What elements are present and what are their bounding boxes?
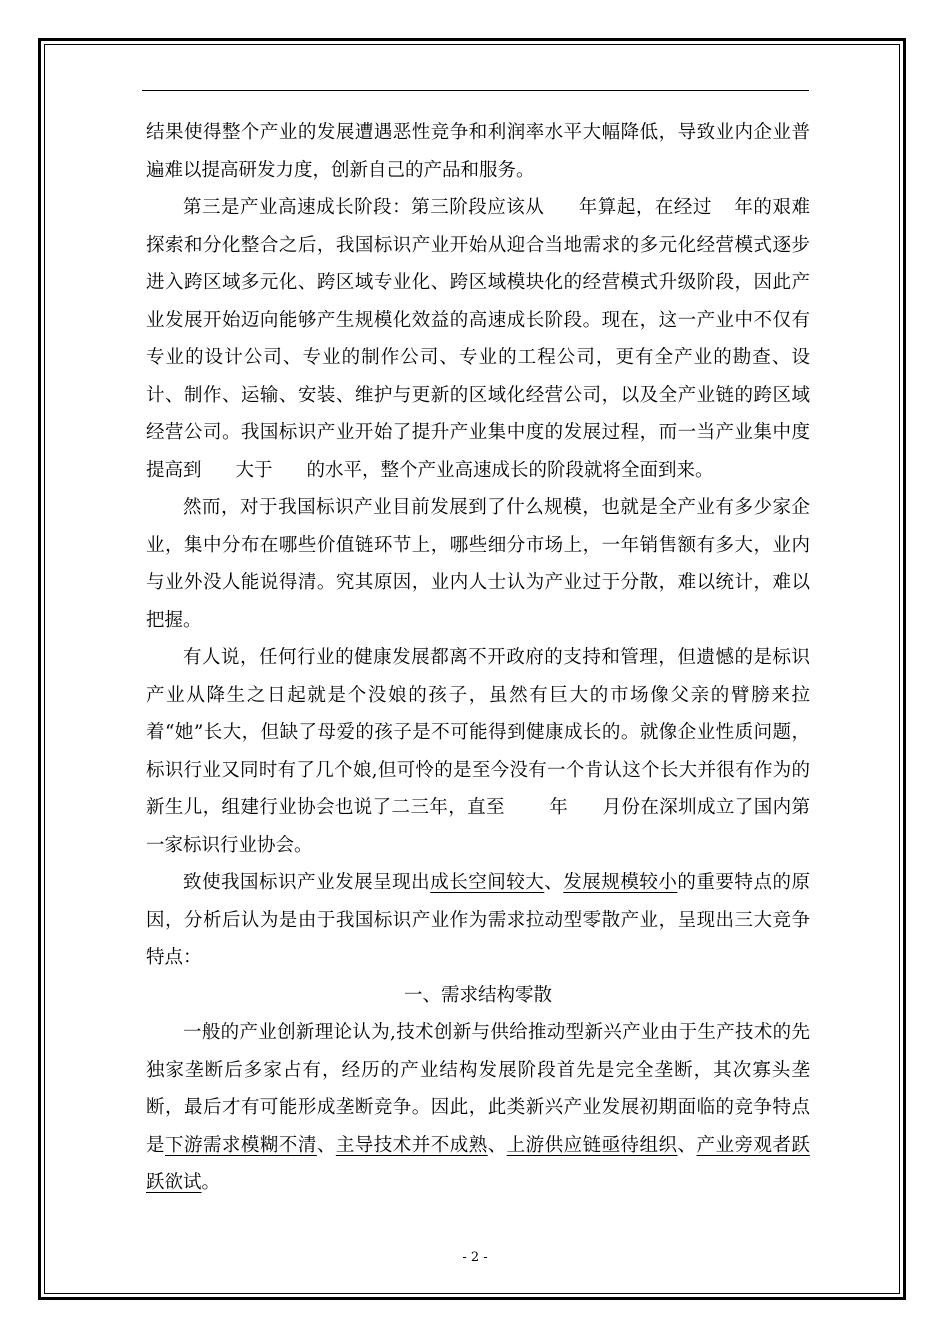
paragraph-text: 然而，对于我国标识产业目前发展到了什么规模，也就是全产业有多少家企业，集中分布在哪些价值链环节上，哪些细分市场上，一年销售额有多大，业内与业外没人能说得清。究其原因，业内人士认为产业过于分散，难以统计，难以把握。 bbox=[146, 497, 810, 631]
document-body bbox=[146, 114, 810, 1202]
paragraph bbox=[146, 864, 810, 977]
paragraph-text: 的重要特点的原因，分析后认为是由于我国标识产业作为需求拉动型零散产业，呈现出三大竞争特点： bbox=[146, 872, 810, 968]
paragraph-text: 、 bbox=[544, 872, 564, 893]
paragraph bbox=[146, 1014, 810, 1202]
underlined-phrase: 下游需求模糊不清 bbox=[164, 1134, 317, 1156]
header-rule bbox=[142, 90, 809, 91]
underlined-phrase: 主导技术并不成熟 bbox=[335, 1134, 488, 1156]
paragraph-text: 、 bbox=[316, 1134, 336, 1156]
paragraph-text: 致使我国标识产业发展呈现出 bbox=[183, 872, 431, 893]
paragraph-text: 年算起，在经过 bbox=[578, 197, 712, 218]
underlined-phrase: 上游供应链亟待组织 bbox=[506, 1134, 678, 1156]
paragraph-text: 月份在深圳成立了国内第一家标识行业协会。 bbox=[146, 797, 810, 856]
paragraph-text: 一般的产业创新理论认为,技术创新与供给推动型新兴产业由于生产技术的先独家垄断后多家占有，经历的产业结构发展阶段首先是完全垄断，其次寡头垄断，最后才有可能形成垄断竞争。因此，此类新兴产业发展初期面临的竞争特点是 bbox=[146, 1022, 810, 1156]
paragraph bbox=[146, 114, 810, 189]
section-heading-text: 一、需求结构零散 bbox=[403, 984, 552, 1006]
underlined-phrase: 产业旁观者跃跃欲试 bbox=[146, 1134, 810, 1193]
underlined-phrase: 发展规模较小 bbox=[563, 872, 678, 893]
paragraph-text: 有人说，任何行业的健康发展都离不开政府的支持和管理，但遗憾的是标识产业从降生之日起就是个没娘的孩子，虽然有巨大的市场像父亲的臂膀来拉着“她”长大，但缺了母爱的孩子是不可能得到健康成长的。就像企业性质问题，标识行业又同时有了几个娘,但可怜的是至今没有一个肯认这个长大并很有作为的新生儿，组建行业协会也说了二三年，直至 bbox=[146, 647, 810, 818]
paragraph bbox=[146, 189, 810, 489]
paragraph-text: 第三是产业高速成长阶段：第三阶段应该从 bbox=[183, 197, 545, 218]
paragraph bbox=[146, 489, 810, 639]
paragraph-text: 、 bbox=[487, 1134, 507, 1156]
page-number: - 2 - bbox=[462, 1250, 488, 1265]
paragraph-text: 年的艰难探索和分化整合之后，我国标识产业开始从迎合当地需求的多元化经营模式逐步进入跨区域多元化、跨区域专业化、跨区域模块化的经营模式升级阶段，因此产业发展开始迈向能够产生规模化效益的高速成长阶段。现在，这一产业中不仅有专业的设计公司、专业的制作公司、专业的工程公司，更有全产业的勘查、设计、制作、运输、安装、维护与更新的区域化经营公司，以及全产业链的跨区域经营公司。我国标识产业开始了提升产业集中度的发展过程，而一当产业集中度提高到 bbox=[146, 197, 810, 481]
paragraph bbox=[146, 639, 810, 864]
paragraph-text: 大于 bbox=[235, 459, 273, 481]
paragraph-text: 。 bbox=[201, 1172, 221, 1193]
section-heading bbox=[146, 977, 810, 1015]
paragraph-text: 结果使得整个产业的发展遭遇恶性竞争和利润率水平大幅降低，导致业内企业普遍难以提高研发力度，创新自己的产品和服务。 bbox=[146, 122, 810, 181]
paragraph-text: 的水平，整个产业高速成长的阶段就将全面到来。 bbox=[306, 459, 714, 481]
underlined-phrase: 成长空间较大 bbox=[430, 872, 545, 893]
paragraph-text: 、 bbox=[677, 1134, 697, 1156]
paragraph-text: 年 bbox=[548, 797, 569, 818]
